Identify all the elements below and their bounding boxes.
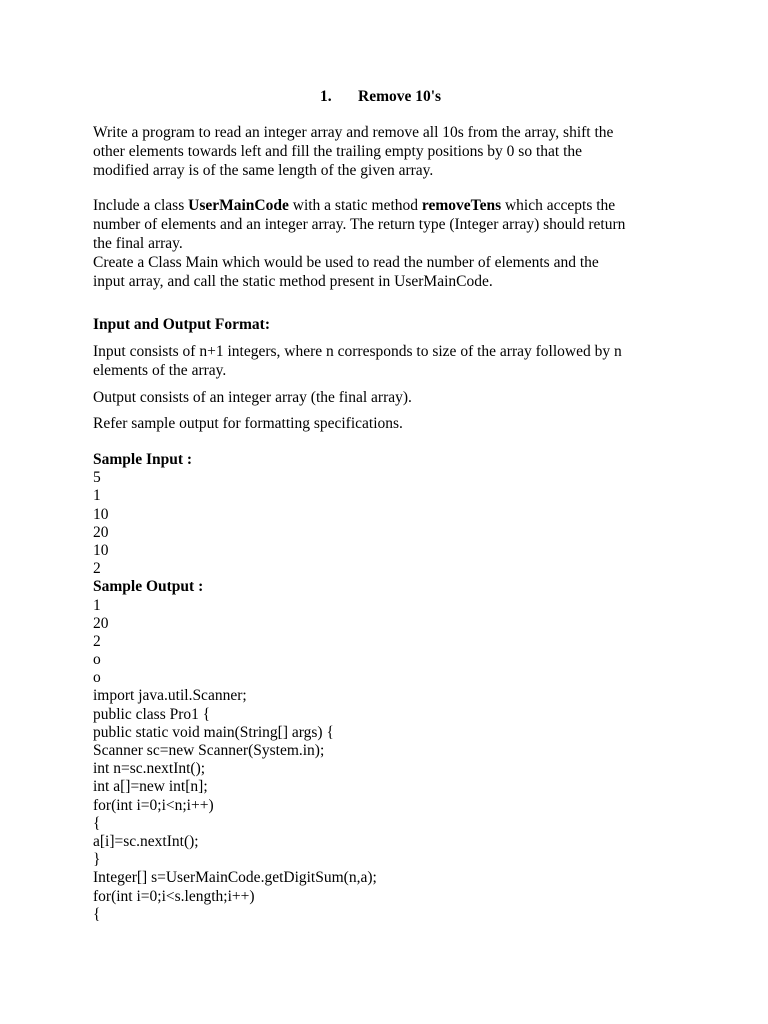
code-line: int a[]=new int[n]; xyxy=(93,778,208,796)
code-line: { xyxy=(93,905,101,923)
heading-number: 1. xyxy=(320,88,332,105)
sample-output-value: 2 xyxy=(93,632,101,650)
sample-section xyxy=(93,451,683,924)
method-name: removeTens xyxy=(421,197,502,214)
code-line: import java.util.Scanner; xyxy=(93,687,247,705)
io-format-section xyxy=(93,315,683,334)
sample-output-value: 20 xyxy=(93,614,109,632)
code-line: Scanner sc=new Scanner(System.in); xyxy=(93,742,325,759)
io-format-title: Input and Output Format: xyxy=(93,316,270,333)
code-line: Integer[] s=UserMainCode.getDigitSum(n,a); xyxy=(93,869,377,887)
code-line: int n=sc.nextInt(); xyxy=(93,760,206,778)
io-input-line: elements of the array. xyxy=(93,362,227,379)
io-output-description xyxy=(93,388,683,407)
include-suffix: which accepts the xyxy=(501,197,616,214)
code-line: for(int i=0;i<s.length;i++) xyxy=(93,887,255,905)
include-line: input array, and call the static method present in UserMainCode. xyxy=(93,273,493,290)
include-line xyxy=(93,196,683,215)
sample-output-title: Sample Output : xyxy=(93,578,204,596)
code-line: { xyxy=(93,814,101,832)
io-refer-line: Refer sample output for formatting specifications. xyxy=(93,415,403,432)
sample-input-value: 10 xyxy=(93,541,109,559)
include-line: Create a Class Main which would be used to read the number of elements and the xyxy=(93,254,599,271)
code-line: public class Pro1 { xyxy=(93,705,211,723)
include-line: number of elements and an integer array. The return type (Integer array) should return xyxy=(93,216,626,233)
code-line: for(int i=0;i<n;i++) xyxy=(93,796,214,814)
intro-line: other elements towards left and fill the trailing empty positions by 0 so that the xyxy=(93,143,583,160)
section-heading xyxy=(320,88,441,106)
io-refer-description xyxy=(93,414,683,433)
sample-input-value: 5 xyxy=(93,469,101,487)
class-name: UserMainCode xyxy=(188,197,289,214)
include-paragraph xyxy=(93,196,683,291)
sample-input-value: 10 xyxy=(93,505,109,523)
include-middle: with a static method xyxy=(288,197,422,214)
code-line: public static void main(String[] args) { xyxy=(93,723,334,741)
sample-input-title: Sample Input : xyxy=(93,451,193,468)
intro-paragraph xyxy=(93,123,683,180)
io-input-description xyxy=(93,342,683,380)
code-line: } xyxy=(93,851,101,869)
sample-input-value: 20 xyxy=(93,523,109,541)
io-input-line: Input consists of n+1 integers, where n corresponds to size of the array followed by n xyxy=(93,343,622,360)
heading-title: Remove 10's xyxy=(358,88,442,105)
sample-output-value: o xyxy=(93,651,101,669)
sample-input-value: 2 xyxy=(93,560,101,578)
intro-line: Write a program to read an integer array and remove all 10s from the array, shift the xyxy=(93,124,614,141)
io-output-line: Output consists of an integer array (the final array). xyxy=(93,389,412,406)
sample-input-value: 1 xyxy=(93,487,101,505)
code-line: a[i]=sc.nextInt(); xyxy=(93,832,199,850)
include-line: the final array. xyxy=(93,235,183,252)
sample-output-value: o xyxy=(93,669,101,687)
sample-output-value: 1 xyxy=(93,596,101,614)
intro-line: modified array is of the same length of the given array. xyxy=(93,162,434,179)
include-prefix: Include a class xyxy=(93,197,189,214)
